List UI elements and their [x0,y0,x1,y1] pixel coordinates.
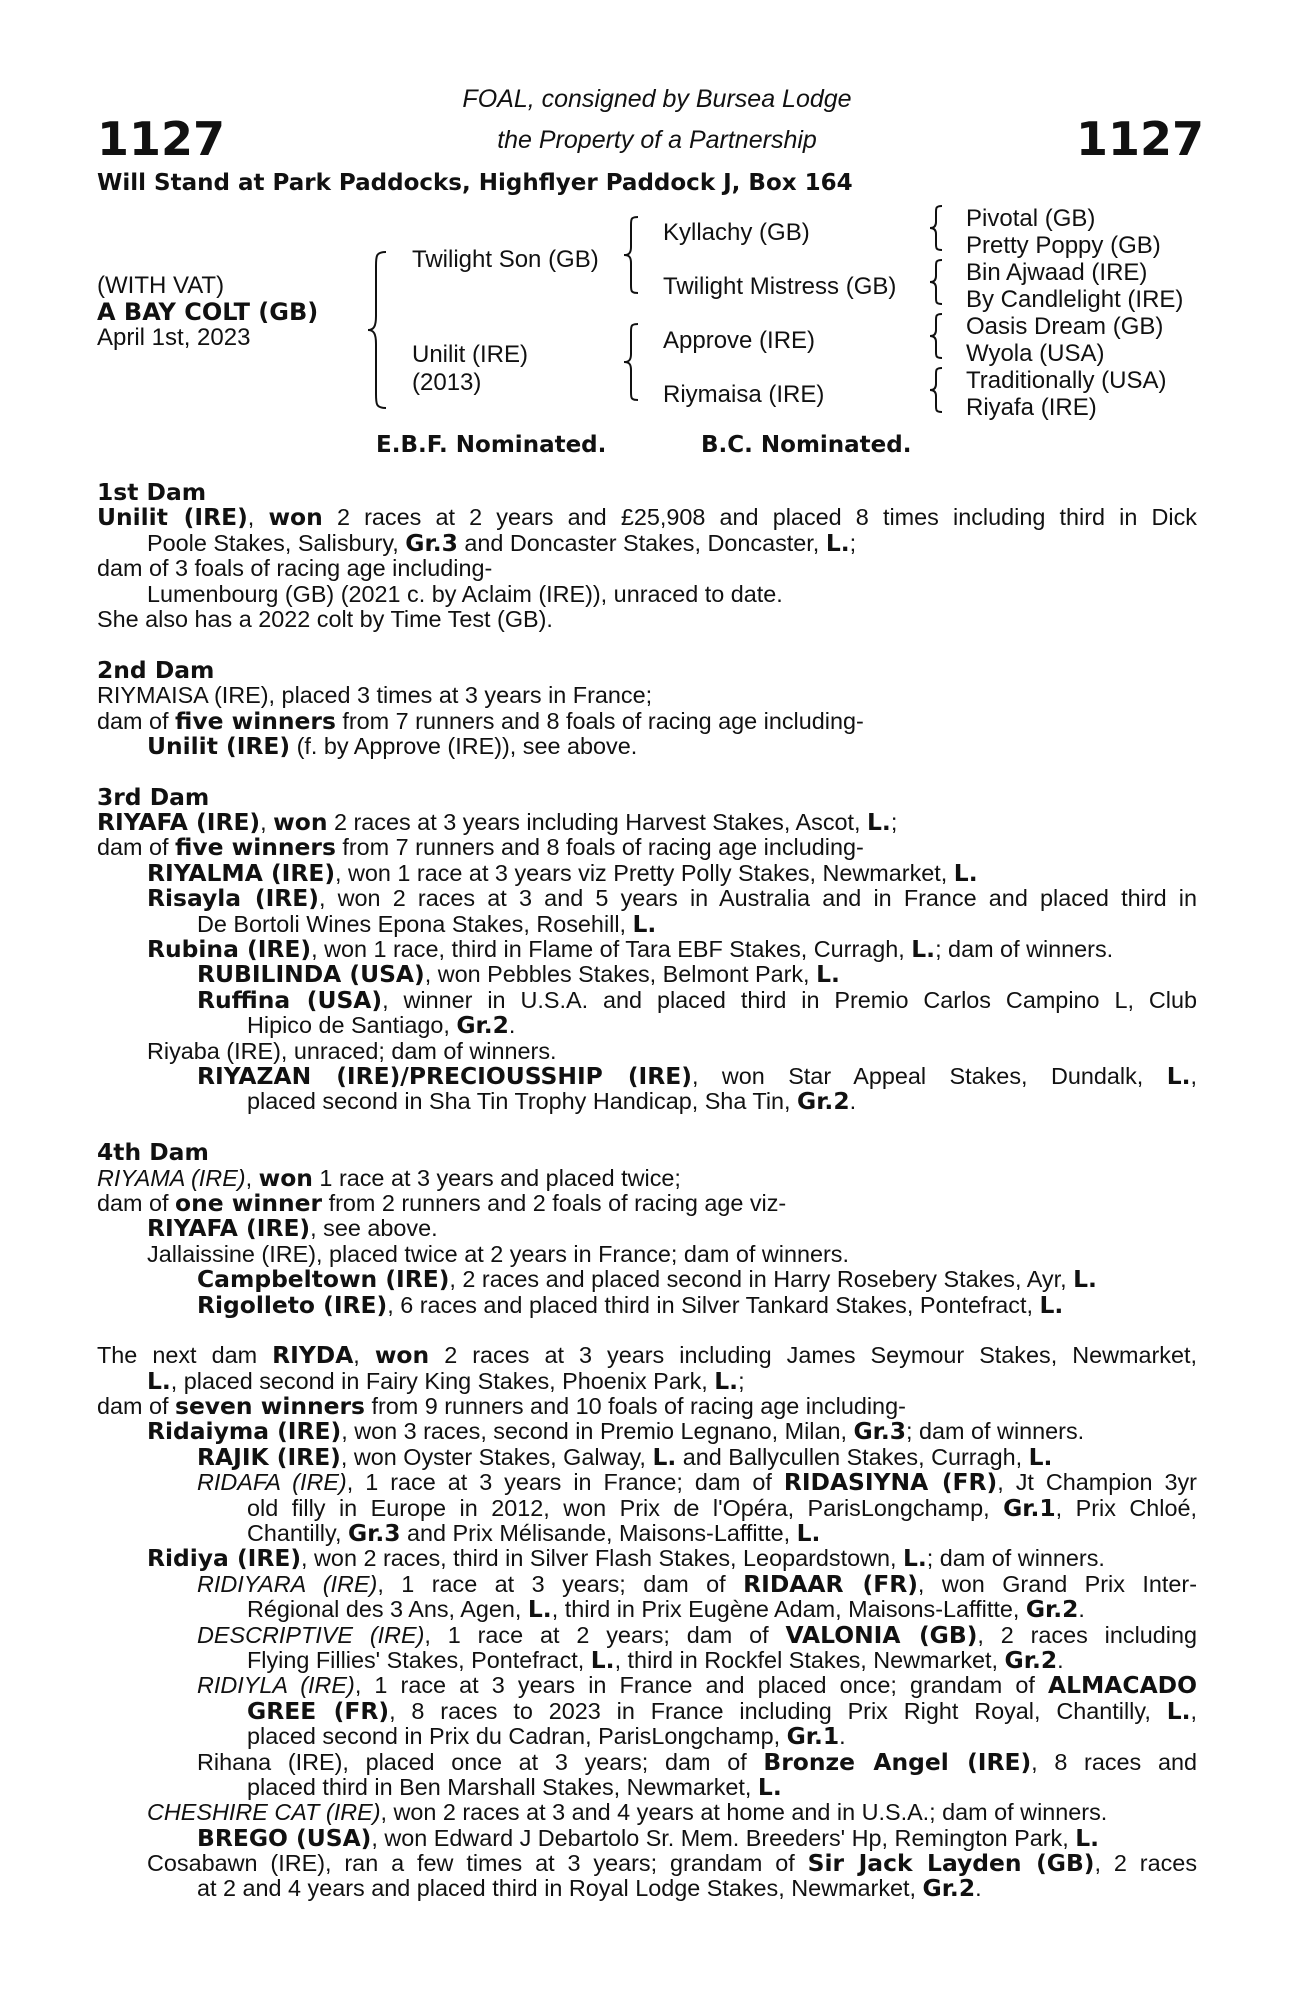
sire-dam-sire: Bin Ajwaad (IRE) [966,259,1148,286]
third-dam-line: Riyaba (IRE), unraced; dam of winners. [147,1037,557,1064]
dam-sire-sire: Oasis Dream (GB) [966,313,1164,340]
pedigree-brace-3d [928,366,946,414]
second-dam-heading: 2nd Dam [97,655,215,684]
next-dam-line: at 2 and 4 years and placed third in Royal Lodge Stakes, Newmarket, Gr.2. [197,1874,982,1903]
dam-dam-dam: Riyafa (IRE) [966,394,1097,421]
dam-dam-sire: Traditionally (USA) [966,367,1167,394]
dam-sire: Approve (IRE) [663,327,816,354]
third-dam-line: Rubina (IRE), won 1 race, third in Flame of Tara EBF Stakes, Curragh, L.; dam of winners. [147,935,1114,964]
third-dam-line: placed second in Sha Tin Trophy Handicap, Sha Tin, Gr.2. [247,1087,857,1116]
lot-number-right: 1127 [1075,112,1204,166]
second-dam-line: Unilit (IRE) (f. by Approve (IRE)), see above. [147,731,638,760]
third-dam-line: RIYALMA (IRE), won 1 race at 3 years viz Pretty Polly Stakes, Newmarket, L. [147,858,978,887]
fourth-dam-line: Jallaissine (IRE), placed twice at 2 years in France; dam of winners. [147,1240,850,1267]
next-dam-line: Cosabawn (IRE), ran a few times at 3 years; grandam of Sir Jack Layden (GB), 2 races [147,1849,1198,1878]
fourth-dam-line: RIYAFA (IRE), see above. [147,1214,438,1243]
sire-dam: Twilight Mistress (GB) [663,273,897,300]
second-dam-line: dam of five winners from 7 runners and 8 foals of racing age including- [97,706,864,735]
third-dam-line: Risayla (IRE), won 2 races at 3 and 5 years in Australia and in France and placed third in [147,884,1198,913]
fourth-dam-line: dam of one winner from 2 runners and 2 foals of racing age viz- [97,1188,787,1217]
fourth-dam-line: Campbeltown (IRE), 2 races and placed second in Harry Rosebery Stakes, Ayr, L. [197,1265,1097,1294]
second-dam-line: RIYMAISA (IRE), placed 3 times at 3 years in France; [97,682,653,709]
next-dam-line: Régional des 3 Ans, Agen, L., third in Prix Eugène Adam, Maisons-Laffitte, Gr.2. [247,1595,1085,1624]
next-dam-line: Ridiya (IRE), won 2 races, third in Silver Flash Stakes, Leopardstown, L.; dam of winners. [147,1544,1105,1573]
next-dam-line: RIDAFA (IRE), 1 race at 3 years in France; dam of RIDASIYNA (FR), Jt Champion 3yr [197,1468,1197,1497]
pedigree-brace-3a [928,204,946,252]
next-dam-line: RIDIYARA (IRE), 1 race at 3 years; dam of RIDAAR (FR), won Grand Prix Inter- [197,1569,1197,1598]
sire-sire-dam: Pretty Poppy (GB) [966,232,1161,259]
next-dam-line: BREGO (USA), won Edward J Debartolo Sr. Mem. Breeders' Hp, Remington Park, L. [197,1823,1100,1852]
fourth-dam-heading: 4th Dam [97,1138,209,1167]
dam-dam: Riymaisa (IRE) [663,381,825,408]
property-line: the Property of a Partnership [497,126,817,154]
pedigree-brace-2b [622,322,642,402]
next-dam-line: Ridaiyma (IRE), won 3 races, second in Premio Legnano, Milan, Gr.3; dam of winners. [147,1417,1085,1446]
dam: Unilit (IRE) [412,341,529,368]
lot-number-left: 1127 [97,112,226,166]
vat-label: (WITH VAT) [97,272,225,299]
consignor-line: FOAL, consigned by Bursea Lodge [462,85,852,113]
sire-sire: Kyllachy (GB) [663,219,810,246]
next-dam-line: Chantilly, Gr.3 and Prix Mélisande, Maisons-Laffitte, L. [247,1519,821,1548]
third-dam-line: Ruffina (USA), winner in U.S.A. and placed third in Premio Carlos Campino L, Club [197,985,1198,1014]
sire-sire-sire: Pivotal (GB) [966,205,1096,232]
first-dam-line: She also has a 2022 colt by Time Test (GB). [97,605,553,632]
next-dam-line: placed third in Ben Marshall Stakes, Newmarket, L. [247,1772,782,1801]
fourth-dam-line: RIYAMA (IRE), won 1 race at 3 years and placed twice; [97,1163,681,1192]
fourth-dam-line: Rigolleto (IRE), 6 races and placed third in Silver Tankard Stakes, Pontefract, L. [197,1290,1064,1319]
next-dam-line: L., placed second in Fairy King Stakes, Phoenix Park, L.; [147,1366,745,1395]
next-dam-line: old filly in Europe in 2012, won Prix de l'Opéra, ParisLongchamp, Gr.1, Prix Chloé, [247,1493,1197,1522]
pedigree-brace-3b [928,258,946,306]
next-dam-line: CHESHIRE CAT (IRE), won 2 races at 3 and 4 years at home and in U.S.A.; dam of winners. [147,1799,1108,1826]
dam-sire-dam: Wyola (USA) [966,340,1105,367]
third-dam-line: RUBILINDA (USA), won Pebbles Stakes, Belmont Park, L. [197,960,840,989]
ebf-nomination: E.B.F. Nominated. [376,432,607,458]
next-dam-line: GREE (FR), 8 races to 2023 in France including Prix Right Royal, Chantilly, L., [247,1696,1198,1725]
first-dam-heading: 1st Dam [97,478,207,506]
third-dam-heading: 3rd Dam [97,782,210,811]
stand-location: Will Stand at Park Paddocks, Highflyer Paddock J, Box 164 [97,170,853,196]
third-dam-line: Hipico de Santiago, Gr.2. [247,1011,516,1040]
third-dam-line: dam of five winners from 7 runners and 8 foals of racing age including- [97,833,864,862]
next-dam-line: placed second in Prix du Cadran, ParisLongchamp, Gr.1. [247,1722,846,1751]
sire-dam-dam: By Candlelight (IRE) [966,286,1184,313]
pedigree-brace-2a [622,215,642,295]
next-dam-line: Rihana (IRE), placed once at 3 years; dam of Bronze Angel (IRE), 8 races and [197,1747,1197,1776]
catalogue-body [97,480,1197,1902]
next-dam-line: dam of seven winners from 9 runners and 10 foals of racing age including- [97,1392,906,1421]
third-dam-line: RIYAZAN (IRE)/PRECIOUSSHIP (IRE), won Star Appeal Stakes, Dundalk, L., [197,1061,1197,1090]
next-dam-line: Flying Fillies' Stakes, Pontefract, L., third in Rockfel Stakes, Newmarket, Gr.2. [247,1645,1064,1674]
third-dam-line: RIYAFA (IRE), won 2 races at 3 years including Harvest Stakes, Ascot, L.; [97,808,898,837]
first-dam-line: Poole Stakes, Salisbury, Gr.3 and Doncaster Stakes, Doncaster, L.; [147,528,857,557]
foaling-date: April 1st, 2023 [97,324,251,351]
first-dam-line: dam of 3 foals of racing age including- [97,555,493,582]
pedigree-brace-3c [928,312,946,360]
first-dam-line: Unilit (IRE), won 2 races at 2 years and £25,908 and placed 8 times including third in Dick [97,503,1198,532]
first-dam-line: Lumenbourg (GB) (2021 c. by Aclaim (IRE)), unraced to date. [147,580,783,607]
next-dam-line: RAJIK (IRE), won Oyster Stakes, Galway, L. and Ballycullen Stakes, Curragh, L. [197,1442,1053,1471]
horse-name: A BAY COLT (GB) [97,298,319,326]
dam-year: (2013) [412,369,482,396]
pedigree-brace-1 [366,250,390,410]
bc-nomination: B.C. Nominated. [701,432,912,458]
next-dam-line: RIDIYLA (IRE), 1 race at 3 years in France and placed once; grandam of ALMACADO [197,1671,1197,1700]
next-dam-line: The next dam RIYDA, won 2 races at 3 years including James Seymour Stakes, Newmarket, [97,1341,1198,1370]
next-dam-line: DESCRIPTIVE (IRE), 1 race at 2 years; dam of VALONIA (GB), 2 races including [197,1620,1197,1649]
third-dam-line: De Bortoli Wines Epona Stakes, Rosehill, L. [197,909,657,938]
sire: Twilight Son (GB) [412,246,599,273]
